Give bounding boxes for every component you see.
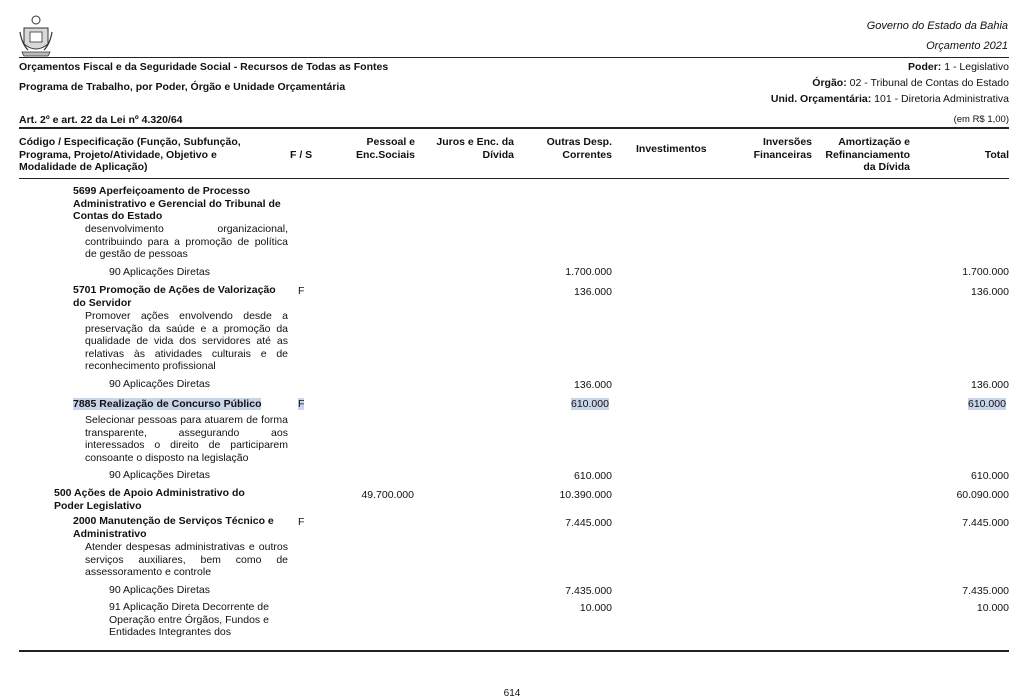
row-2000-mod90-outras: 7.435.000 xyxy=(565,585,612,597)
col-outras xyxy=(520,136,612,161)
col-outras-line1: Outras Desp. xyxy=(546,136,612,148)
col-amort-line1: Amortização e xyxy=(838,136,910,148)
col-outras-line2: Correntes xyxy=(562,148,612,161)
col-inversoes-line1: Inversões xyxy=(762,136,812,148)
table-bottom-rule xyxy=(19,650,1009,652)
row-500-total: 60.090.000 xyxy=(956,489,1009,501)
col-juros-line1: Juros e Enc. da xyxy=(436,136,514,148)
row-7885-modality: 90 Aplicações Diretas xyxy=(109,469,210,481)
orgao-value: 02 - Tribunal de Contas do Estado xyxy=(846,77,1009,89)
row-7885-fs[interactable]: F xyxy=(298,398,305,410)
row-5701-description: Promover ações envolvendo desde a preservação da saúde e a promoção da qualidade de vida dos servidores até as relativas às atividades culturais e de reconhecimento profissional xyxy=(85,310,288,373)
row-5701-title: 5701 Promoção de Ações de Valorização do Servidor xyxy=(73,284,276,309)
row-7885-total[interactable]: 610.000 xyxy=(968,398,1006,410)
col-pessoal xyxy=(330,136,415,161)
row-500-pessoal: 49.700.000 xyxy=(361,489,414,501)
row-2000-title: 2000 Manutenção de Serviços Técnico e Administrativo xyxy=(73,515,274,540)
row-5701-modality: 90 Aplicações Diretas xyxy=(109,378,210,390)
col-code-line3: Modalidade de Aplicação) xyxy=(19,161,148,174)
col-code-spec xyxy=(19,136,241,174)
col-code-line1: Código / Especificação (Função, Subfunção, xyxy=(19,136,241,148)
row-2000-modality-91: 91 Aplicação Direta Decorrente de Operação entre Órgãos, Fundos e Entidades Integrantes dos xyxy=(109,601,269,639)
row-5701-total: 136.000 xyxy=(971,286,1009,298)
col-juros-line2: Dívida xyxy=(482,148,514,161)
state-coat-of-arms-icon xyxy=(18,14,54,58)
col-fs: F / S xyxy=(290,149,313,161)
header-bottom-rule xyxy=(19,178,1009,179)
orgao-label: Órgão: xyxy=(812,77,847,89)
col-code-line2: Programa, Projeto/Atividade, Objetivo e xyxy=(19,148,217,161)
poder-line xyxy=(908,61,1009,73)
col-amortizacao xyxy=(810,136,910,174)
page-number: 614 xyxy=(503,688,521,699)
unid-label: Unid. Orçamentária: xyxy=(770,93,872,105)
report-title: Orçamentos Fiscal e da Seguridade Social - Recursos de Todas as Fontes xyxy=(19,61,389,73)
row-5699-mod-total: 1.700.000 xyxy=(962,266,1009,278)
row-2000-mod90-total: 7.435.000 xyxy=(962,585,1009,597)
government-name: Governo do Estado da Bahia xyxy=(866,20,1008,32)
col-inversoes xyxy=(730,136,812,161)
header-rule xyxy=(19,57,1009,58)
row-7885-mod-outras: 610.000 xyxy=(574,470,612,482)
row-7885-mod-total: 610.000 xyxy=(971,470,1009,482)
row-5699-modality: 90 Aplicações Diretas xyxy=(109,266,210,278)
report-subtitle: Programa de Trabalho, por Poder, Órgão e Unidade Orçamentária xyxy=(19,81,346,93)
col-investimentos: Investimentos xyxy=(636,143,707,155)
row-2000-total: 7.445.000 xyxy=(962,517,1009,529)
col-pessoal-line1: Pessoal e xyxy=(366,136,415,148)
row-5701-fs: F xyxy=(298,285,305,297)
currency-note: (em R$ 1,00) xyxy=(953,114,1009,125)
row-5701-outras: 136.000 xyxy=(574,286,612,298)
col-total: Total xyxy=(984,149,1009,161)
row-500-outras: 10.390.000 xyxy=(559,489,612,501)
budget-year: Orçamento 2021 xyxy=(926,40,1008,52)
orgao-line xyxy=(812,77,1009,89)
row-7885-title[interactable]: 7885 Realização de Concurso Público xyxy=(73,398,262,410)
row-2000-mod91-outras: 10.000 xyxy=(579,602,612,614)
law-reference: Art. 2º e art. 22 da Lei nº 4.320/64 xyxy=(19,114,183,126)
row-2000-mod91-total: 10.000 xyxy=(976,602,1009,614)
row-5699-mod-outras: 1.700.000 xyxy=(565,266,612,278)
row-7885-description: Selecionar pessoas para atuarem de forma transparente, assegurando aos interessados o direito de participarem consoante o disposto na legislação xyxy=(85,414,288,464)
row-500-title: 500 Ações de Apoio Administrativo do Poder Legislativo xyxy=(54,487,245,512)
table-top-rule xyxy=(19,127,1009,129)
row-5701-mod-total: 136.000 xyxy=(971,379,1009,391)
col-juros xyxy=(420,136,514,161)
row-5701-mod-outras: 136.000 xyxy=(574,379,612,391)
col-inversoes-line2: Financeiras xyxy=(753,148,812,161)
poder-value: 1 - Legislativo xyxy=(941,61,1009,73)
col-pessoal-line2: Enc.Sociais xyxy=(356,148,415,161)
row-5699-title: 5699 Aperfeiçoamento de Processo Administrativo e Gerencial do Tribunal de Contas do Estado xyxy=(73,185,281,223)
unid-value: 101 - Diretoria Administrativa xyxy=(871,93,1009,105)
row-5699-description: desenvolvimento organizacional, contribuindo para a promoção de política de gestão de pessoas xyxy=(85,223,288,261)
row-7885-outras[interactable]: 610.000 xyxy=(571,398,609,410)
poder-label: Poder: xyxy=(908,61,942,73)
row-2000-outras: 7.445.000 xyxy=(565,517,612,529)
row-2000-modality-90: 90 Aplicações Diretas xyxy=(109,584,210,596)
unid-line xyxy=(771,93,1009,105)
col-amort-line2: Refinanciamento xyxy=(825,148,910,161)
col-amort-line3: da Dívida xyxy=(863,161,910,174)
row-2000-fs: F xyxy=(298,516,305,528)
row-2000-description: Atender despesas administrativas e outros serviços auxiliares, bem como de assessoramento e controle xyxy=(85,541,288,579)
